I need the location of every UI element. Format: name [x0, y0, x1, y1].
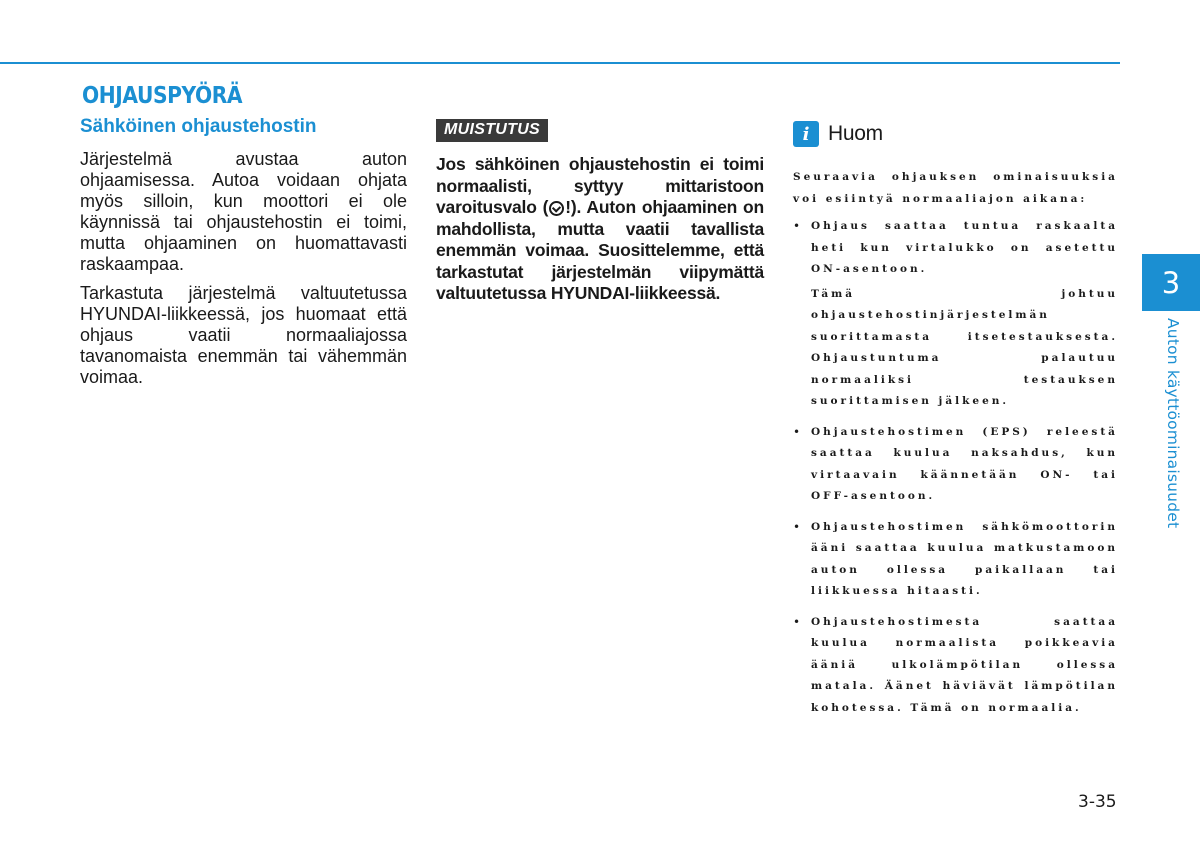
top-rule — [0, 62, 1120, 64]
note-column — [793, 121, 1118, 728]
subheading: Sähköinen ohjaustehostin — [80, 116, 317, 137]
bullet-text: Ohjaustehostimesta saattaa kuulua normaalista poikkeavia ääniä ulkolämpötilan ollessa matala. Äänet häviävät lämpötilan kohotessa. Tämä on normaalia. — [811, 615, 1118, 714]
note-title: Huom — [828, 122, 883, 145]
bullet-text: Ohjaustehostimen (EPS) releestä saattaa kuulua naksahdus, kun virtaavain käännetään ON- tai OFF-asentoon. — [811, 425, 1118, 502]
bullet-dot: • — [793, 424, 801, 439]
note-bullet-4 — [793, 612, 1118, 720]
notice-badge: MUISTUTUS — [436, 119, 548, 142]
note-bullet-3 — [793, 517, 1118, 603]
steering-warning-icon — [549, 201, 564, 216]
body-paragraph-1: Järjestelmä avustaa auton ohjaamisessa. Autoa voidaan ohjata myös silloin, kun moottori ei ole käynnissä tai ohjaustehostin ei toimi, mutta ohjaaminen on huomattavasti raskaampaa. — [80, 149, 407, 274]
notice-text — [436, 154, 764, 305]
note-bullet-1 — [793, 216, 1118, 413]
bullet-dot: • — [793, 219, 801, 233]
bullet-text: Ohjaus saattaa tuntua raskaalta heti kun virtalukko on asetettu ON-asentoon. — [811, 220, 1118, 275]
note-intro: Seuraavia ohjauksen ominaisuuksia voi esiintyä normaaliajon aikana: — [793, 171, 1118, 205]
notice-column — [436, 119, 764, 305]
left-column — [80, 116, 407, 396]
bullet-text: Ohjaustehostimen sähkömoottorin ääni saattaa kuulua matkustamoon auton ollessa paikallaan tai liikkuessa hitaasti. — [811, 520, 1118, 597]
bullet-dot: • — [793, 614, 801, 629]
page-number: 3-35 — [1078, 792, 1117, 812]
body-paragraph-2: Tarkastuta järjestelmä valtuutetussa HYUNDAI-liikkeessä, jos huomaat että ohjaus vaatii normaaliajossa tavanomaista enemmän tai vähemmän voimaa. — [80, 283, 407, 387]
bullet-dot: • — [793, 519, 801, 534]
notice-text-part-1: Jos sähköinen ohjaustehostin ei toimi normaalisti, syttyy mittaristoon varoitusvalo ( — [436, 154, 764, 217]
chapter-tab: 3 — [1142, 254, 1200, 311]
note-header — [793, 121, 1118, 147]
notice-text-part-2: !). Auton ohjaaminen on mahdollista, mutta vaatii tavallista enemmän voimaa. Suosittelemme, että tarkastutat järjestelmän viipymättä valtuutetussa HYUNDAI-liikkeessä. — [436, 197, 764, 303]
info-icon: i — [793, 121, 819, 147]
note-bullet-2 — [793, 422, 1118, 508]
chapter-label: Auton käyttöominaisuudet — [1164, 318, 1182, 529]
bullet-extra-text: Tämä johtuu ohjaustehostinjärjestelmän suorittamasta itsetestauksesta. Ohjaustuntuma palautuu normaaliksi testauksen suorittamisen jälkeen. — [811, 287, 1118, 407]
section-title: OHJAUSPYÖRÄ — [82, 83, 243, 109]
